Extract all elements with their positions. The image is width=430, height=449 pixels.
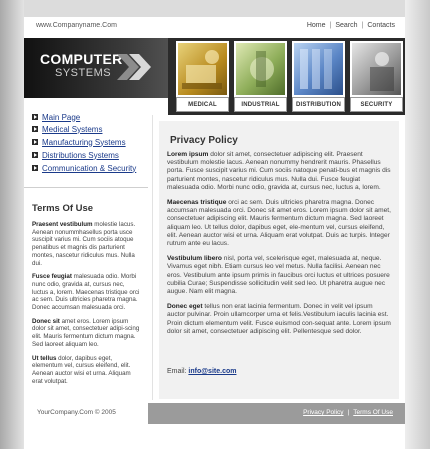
top-link-contacts[interactable]: Contacts xyxy=(367,22,395,29)
top-links: Home | Search | Contacts xyxy=(306,22,395,29)
double-chevron-icon xyxy=(117,54,151,80)
logo-line2: SYSTEMS xyxy=(55,67,112,79)
main-paragraph: Maecenas tristique orci ac sem. Duis ultricies pharetra magna. Donec accumsan malesuada orci. Donec sit amet eros. Lorem ipsum dolor sit amet, consectetuer adipiscing elit. Mauris fermentum dictum magna. Sed laoreet aliquam leo. Ut tellus dolor, dapibus eget, ele-mentum vel, cursus eleifend, elit. Aenean auctor wisi et urna. Aliquam erat volutpat. Duis ac turpis. Integer rutrum ante eu lacus. xyxy=(167,199,391,248)
tile-medical-image[interactable] xyxy=(176,41,229,97)
email-link[interactable]: info@site.com xyxy=(188,368,237,375)
footer-bottom-strip xyxy=(24,424,405,449)
main-paragraph: Vestibulum libero nisl, porta vel, scelerisque eget, malesuada at, neque. Vivamus eget nibh. Etiam cursus leo vel metus. Nulla facilisi. Aenean nec eros. Vestibulum ante ipsum primis in faucibus orci luctus et ultrices posuere cubilia Curae; Suspendisse sollicitudin velit sed leo. Ut pharetra augue nec augue. Nam elit magna. xyxy=(167,255,390,296)
nav-item-distributions-systems[interactable] xyxy=(32,149,119,161)
main-paragraph: Lorem ipsum dolor sit amet, consectetuer adipiscing elit. Praesent vestibulum molestie lacus. Aenean nonummy hendrerit mauris. Phasellus porta. Fusce suscipit varius mi. Cum sociis natoque penati-bus et magnis dis parturient montes, nascetur ridiculus mus. Nulla dui. Fusce feugiat malesuada odio. Morbi nunc odio, gravida at, cursus nec, luctus a, lorem. xyxy=(167,151,391,191)
top-bar xyxy=(24,17,405,38)
nav-item-label[interactable]: Manufacturing Systems xyxy=(42,137,126,147)
arrow-bullet-icon xyxy=(32,114,38,120)
nav-item-main-page[interactable] xyxy=(32,111,80,123)
arrow-bullet-icon xyxy=(32,152,38,158)
sidebar-paragraph: Donec sit amet eros. Lorem ipsum dolor sit amet, consectetuer adipi-scing elit. Mauris fermentum dictum magna. Sed laoreet aliquam leo. xyxy=(32,317,140,348)
footer-right xyxy=(148,403,405,424)
nav-item-manufacturing-systems[interactable] xyxy=(32,136,126,148)
page-title: Privacy Policy xyxy=(170,135,238,146)
top-link-search[interactable]: Search xyxy=(335,22,358,29)
sidebar-terms-text xyxy=(32,221,142,391)
footer-link-terms-of-use[interactable]: Terms Of Use xyxy=(353,409,393,416)
tile-label-distribution[interactable]: DISTRIBUTION xyxy=(292,97,345,112)
arrow-bullet-icon xyxy=(32,139,38,145)
sidebar-paragraph: Fusce feugiat malesuada odio. Morbi nunc odio, gravida at, cursus nec, luctus a, lorem. Maecenas tristique orci ac sem. Duis ultricies pharetra magna. Donec accumsan malesuada orci. xyxy=(32,273,140,312)
email-line xyxy=(167,368,236,375)
sidebar-nav xyxy=(24,112,148,187)
tile-label-medical[interactable]: MEDICAL xyxy=(176,97,229,112)
logo[interactable] xyxy=(24,38,168,98)
sidebar-paragraph: Praesent vestibulum molestie lacus. Aenean nonummhasellus porta usce suscipit varius mi. Cum sociis atoque penatibus et magnis dis parturient montes, nascetur ridiculus mus. Nulla dui. xyxy=(32,221,136,267)
tile-security-image[interactable] xyxy=(350,41,403,97)
medical-photo-icon xyxy=(178,43,227,95)
right-side-rail xyxy=(405,0,430,449)
footer-links: Privacy Policy | Terms Of Use xyxy=(303,409,393,416)
arrow-bullet-icon xyxy=(32,126,38,132)
main-body-text xyxy=(167,151,392,343)
header-banner xyxy=(24,38,405,115)
sidebar-title: Terms Of Use xyxy=(32,203,94,214)
tile-label-security[interactable]: SECURITY xyxy=(350,97,403,112)
email-label: Email: xyxy=(167,368,189,375)
nav-item-label[interactable]: Distributions Systems xyxy=(42,150,119,160)
footer-copyright: YourCompany.Com © 2005 xyxy=(37,409,116,416)
tile-distribution-image[interactable] xyxy=(292,41,345,97)
industrial-photo-icon xyxy=(236,43,285,95)
nav-divider xyxy=(24,187,148,188)
tile-industrial-image[interactable] xyxy=(234,41,287,97)
site-url: www.Companyname.Com xyxy=(36,22,117,29)
nav-item-medical-systems[interactable] xyxy=(32,123,102,135)
nav-item-label[interactable]: Main Page xyxy=(42,112,81,122)
logo-line1: COMPUTER xyxy=(40,51,123,67)
tile-label-industrial[interactable]: INDUSTRIAL xyxy=(234,97,287,112)
arrow-bullet-icon xyxy=(32,165,38,171)
sidebar-paragraph: Ut tellus dolor, dapibus eget, elementum vel, cursus eleifend, elit. Aenean auctor wisi et urna. Aliquam erat volutpat. xyxy=(32,354,131,385)
category-tiles xyxy=(168,38,405,115)
footer-link-privacy-policy[interactable]: Privacy Policy xyxy=(303,409,344,416)
security-photo-icon xyxy=(352,43,401,95)
footer-left xyxy=(24,403,148,424)
main-paragraph: Donec eget tellus non erat lacinia fermentum. Donec in velit vel ipsum auctor pulvinar. Proin ullamcorper urna et felis.Vestibulum iaculis lacinia est. Proin dictum elementum velit. Fusce euismod con-sequat ante. Lorem ipsum dolor sit amet, consectetuer adipiscing elit. Pellentesque sed dolor. xyxy=(167,303,391,335)
nav-item-label[interactable]: Medical Systems xyxy=(42,124,103,134)
nav-item-communication-security[interactable] xyxy=(32,162,136,174)
column-divider xyxy=(152,115,153,400)
nav-item-label[interactable]: Communication & Security xyxy=(42,163,137,173)
distribution-photo-icon xyxy=(294,43,343,95)
top-link-home[interactable]: Home xyxy=(306,22,326,29)
left-side-rail xyxy=(0,0,24,449)
